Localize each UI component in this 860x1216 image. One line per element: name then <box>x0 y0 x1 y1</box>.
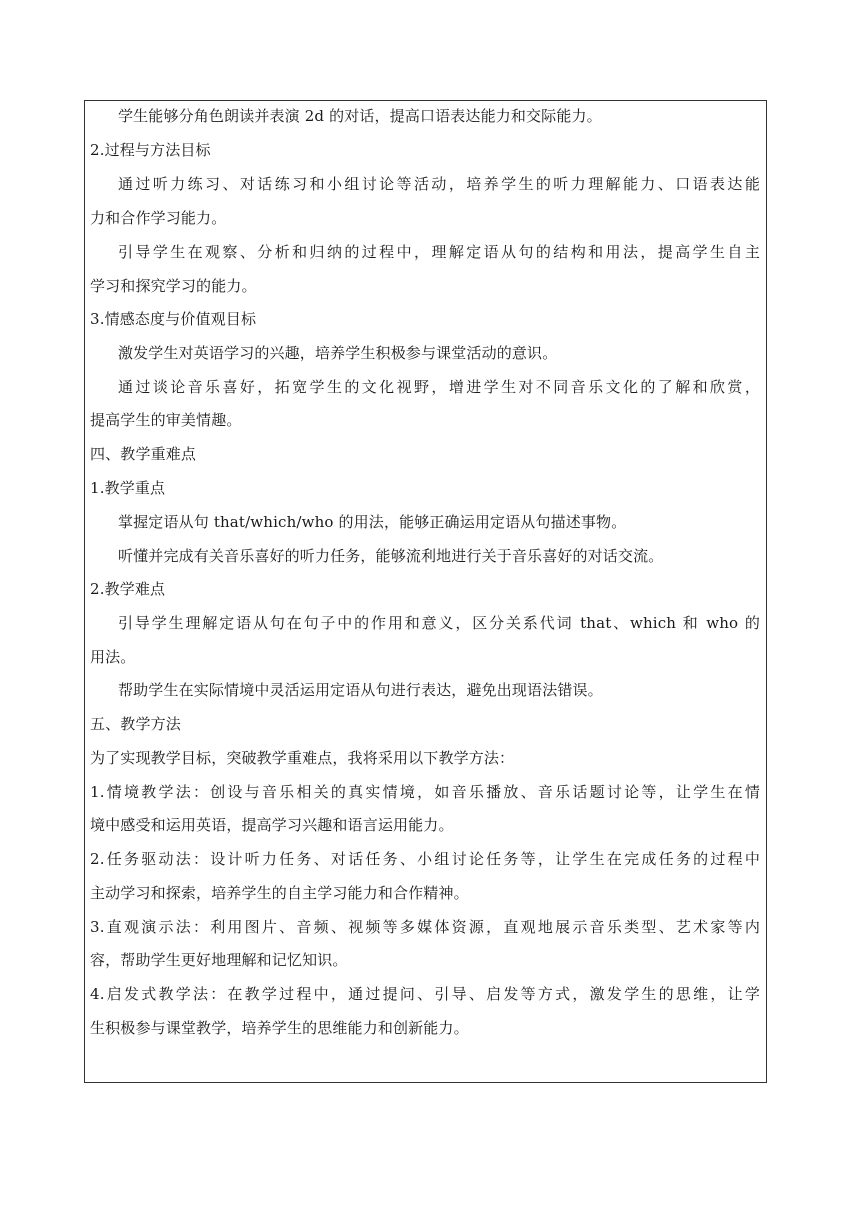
paragraph-line: 提高学生的审美情趣。 <box>90 411 242 429</box>
paragraph-line: 1.情境教学法：创设与音乐相关的真实情境，如音乐播放、音乐话题讨论等，让学生在情 <box>90 783 760 801</box>
paragraph-line: 通过听力练习、对话练习和小组讨论等活动，培养学生的听力理解能力、口语表达能 <box>118 175 760 193</box>
paragraph-line: 学生能够分角色朗读并表演 2d 的对话，提高口语表达能力和交际能力。 <box>118 107 602 125</box>
paragraph-line: 掌握定语从句 that/which/who 的用法，能够正确运用定语从句描述事物。 <box>118 513 627 531</box>
paragraph-line: 帮助学生在实际情境中灵活运用定语从句进行表达，避免出现语法错误。 <box>118 681 603 699</box>
paragraph-line: 用法。 <box>90 648 136 666</box>
paragraph-line: 激发学生对英语学习的兴趣，培养学生积极参与课堂活动的意识。 <box>118 344 558 362</box>
paragraph-line: 力和合作学习能力。 <box>90 209 227 227</box>
paragraph-line: 生积极参与课堂教学，培养学生的思维能力和创新能力。 <box>90 1019 469 1037</box>
paragraph-line: 3.直观演示法：利用图片、音频、视频等多媒体资源，直观地展示音乐类型、艺术家等内 <box>90 918 760 936</box>
section-heading: 1.教学重点 <box>90 479 166 497</box>
section-heading: 3.情感态度与价值观目标 <box>90 310 257 328</box>
section-heading: 2.过程与方法目标 <box>90 141 211 159</box>
section-heading: 2.教学难点 <box>90 580 166 598</box>
paragraph-line: 听懂并完成有关音乐喜好的听力任务，能够流利地进行关于音乐喜好的对话交流。 <box>118 547 664 565</box>
paragraph-line: 学习和探究学习的能力。 <box>90 277 257 295</box>
section-heading: 四、教学重难点 <box>90 445 197 463</box>
paragraph-line: 容，帮助学生更好地理解和记忆知识。 <box>90 951 348 969</box>
section-heading: 五、教学方法 <box>90 715 181 733</box>
paragraph-line: 主动学习和探索，培养学生的自主学习能力和合作精神。 <box>90 884 469 902</box>
paragraph-line: 2.任务驱动法：设计听力任务、对话任务、小组讨论任务等，让学生在完成任务的过程中 <box>90 850 760 868</box>
paragraph-line: 通过谈论音乐喜好，拓宽学生的文化视野，增进学生对不同音乐文化的了解和欣赏， <box>118 378 760 396</box>
paragraph-line: 为了实现教学目标，突破教学重难点，我将采用以下教学方法： <box>90 749 515 767</box>
paragraph-line: 境中感受和运用英语，提高学习兴趣和语言运用能力。 <box>90 816 454 834</box>
paragraph-line: 4.启发式教学法：在教学过程中，通过提问、引导、启发等方式，激发学生的思维，让学 <box>90 985 760 1003</box>
paragraph-line: 引导学生在观察、分析和归纳的过程中，理解定语从句的结构和用法，提高学生自主 <box>118 243 760 261</box>
paragraph-line: 引导学生理解定语从句在句子中的作用和意义，区分关系代词 that、which 和 who 的 <box>118 614 760 632</box>
